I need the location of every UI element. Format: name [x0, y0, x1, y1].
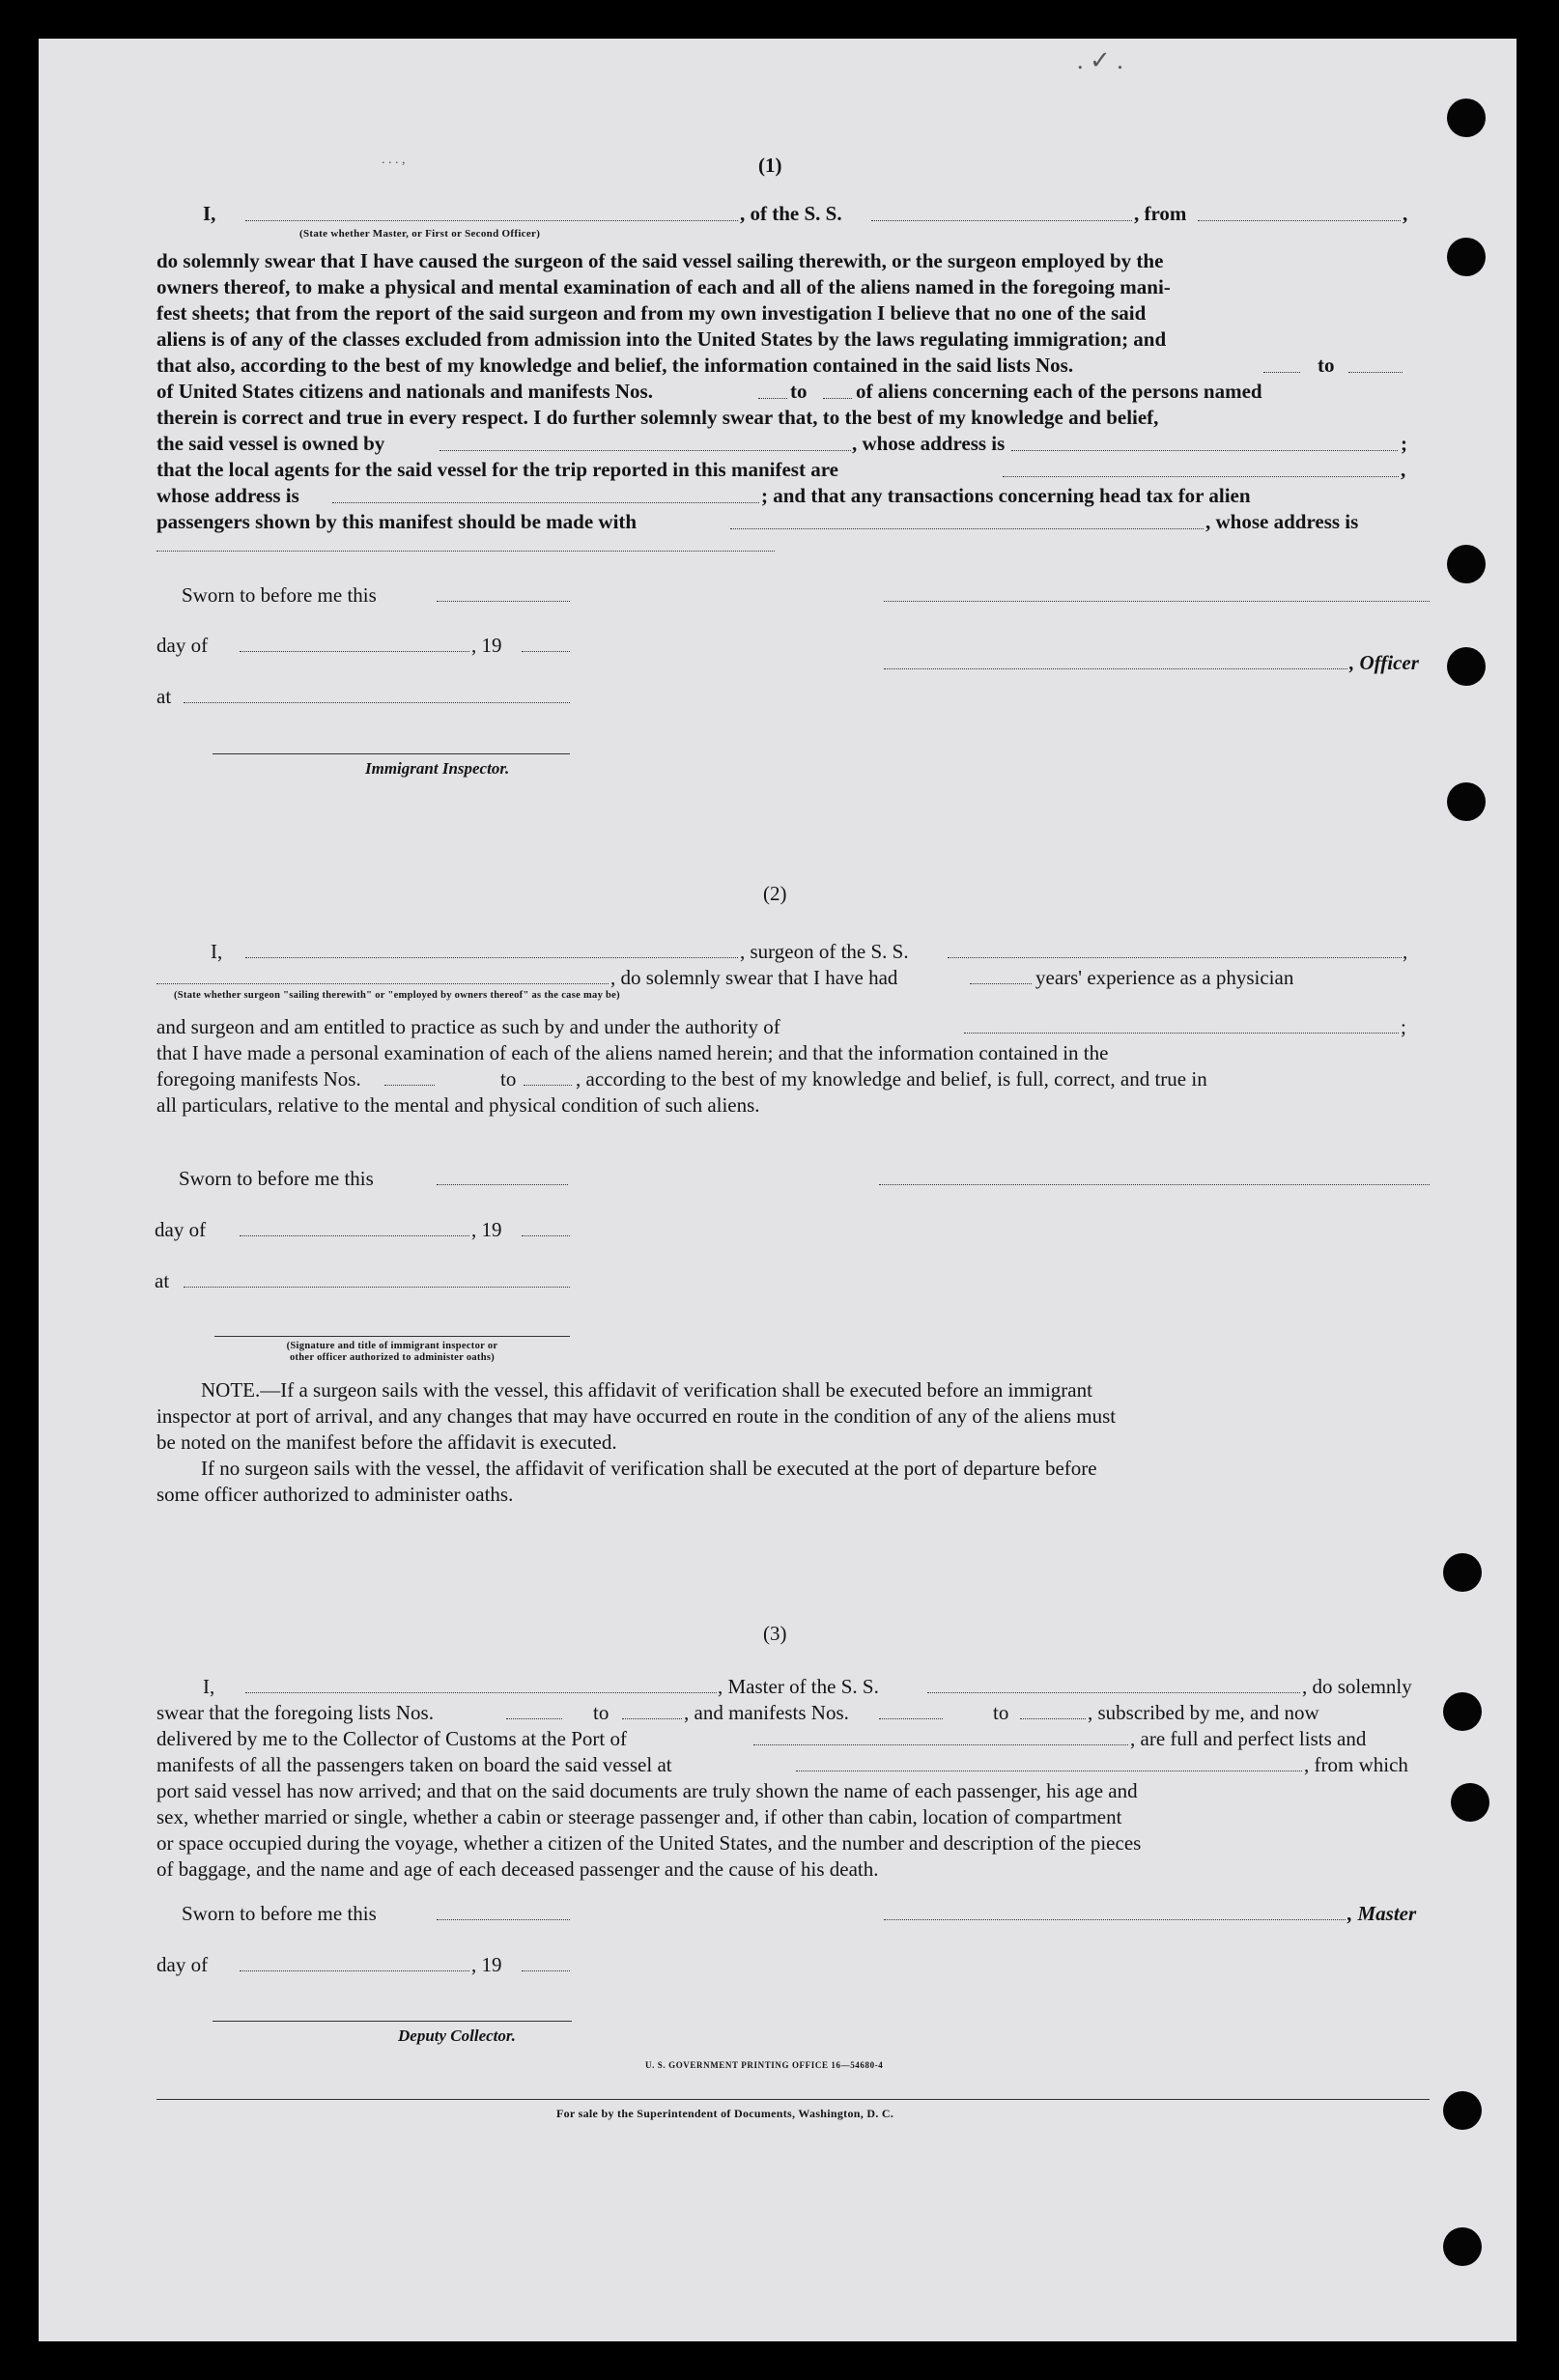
punch-hole [1447, 238, 1486, 276]
s2-note-line-3: be noted on the manifest before the affidavit is executed. [156, 1431, 617, 1454]
s2-sworn-day-field[interactable] [437, 1184, 568, 1185]
s2-manifests-rest: , according to the best of my knowledge and belief, is full, correct, and true in [576, 1067, 1207, 1091]
s3-manifests-line: manifests of all the passengers taken on board the said vessel at [156, 1753, 672, 1776]
s3-master-label: , Master of the S. S. [718, 1675, 879, 1698]
printing-office-line: U. S. GOVERNMENT PRINTING OFFICE 16—54680-4 [645, 2060, 884, 2070]
s2-manifests-to-field[interactable] [524, 1085, 572, 1086]
s2-at-field[interactable] [184, 1287, 570, 1288]
s3-lists-to-field[interactable] [622, 1718, 682, 1719]
s1-at-label: at [156, 685, 172, 708]
s2-day-of-label: day of [155, 1218, 207, 1241]
s2-authority-end: ; [1401, 1015, 1406, 1038]
s3-year-field[interactable] [522, 1970, 570, 1971]
s1-body-line-1: do solemnly swear that I have caused the surgeon of the said vessel sailing therewith, or the surgeon employed by the [156, 249, 1164, 272]
s3-sworn-day-field[interactable] [437, 1919, 570, 1920]
punch-hole [1443, 1553, 1482, 1592]
s2-sworn-label: Sworn to before me this [179, 1167, 374, 1190]
punch-hole [1447, 545, 1486, 583]
s2-line1-end: , [1403, 940, 1408, 963]
s2-years-field[interactable] [970, 983, 1032, 984]
s1-manifests-from-field[interactable] [758, 398, 787, 399]
s1-body-line-4: aliens is of any of the classes excluded from admission into the United States by the laws regulating immigration; and [156, 327, 1167, 351]
s1-at-field[interactable] [184, 702, 570, 703]
s3-manifests-to-field[interactable] [1020, 1718, 1086, 1719]
punch-hole [1447, 647, 1486, 686]
s1-lists-to: to [1318, 354, 1335, 377]
s3-body-line-4: of baggage, and the name and age of each deceased passenger and the cause of his death. [156, 1857, 879, 1881]
s1-passengers-field[interactable] [730, 528, 1204, 529]
s2-signature-caption [214, 1341, 570, 1364]
s1-passengers-line: passengers shown by this manifest should be made with [156, 510, 638, 533]
s2-at-label: at [155, 1269, 170, 1292]
s1-owned-address: , whose address is [852, 432, 1006, 455]
s1-citizens-line: of United States citizens and nationals and manifests Nos. [156, 380, 653, 403]
s3-body-line-2: sex, whether married or single, whether a cabin or steerage passenger and, if other than cabin, location of compartment [156, 1805, 1122, 1828]
s3-manifests-to: to [993, 1701, 1009, 1724]
footer-rule [156, 2099, 1430, 2100]
header-dots: . . . , [382, 153, 406, 167]
s1-agents-address-field[interactable] [332, 502, 759, 503]
s1-officer-label: , Officer [1349, 651, 1419, 674]
s2-note-line-2: inspector at port of arrival, and any changes that may have occurred en route in the condition of any of the aliens must [156, 1404, 1117, 1428]
s1-body-line-2: owners thereof, to make a physical and mental examination of each and all of the aliens named in the foregoing mani- [156, 275, 1171, 298]
s2-note-line-1: NOTE.—If a surgeon sails with the vessel, this affidavit of verification shall be executed before an immigrant [201, 1378, 1092, 1402]
check-mark: . ✓ . [1077, 46, 1123, 74]
s1-sworn-day-field[interactable] [437, 601, 570, 602]
s1-i-label: I, [203, 202, 216, 225]
s2-manifests-line: foregoing manifests Nos. [156, 1067, 361, 1091]
s3-month-field[interactable] [240, 1970, 469, 1971]
s2-years-label: years' experience as a physician [1035, 966, 1294, 989]
s3-lists-line: swear that the foregoing lists Nos. [156, 1701, 434, 1724]
s3-year-label: , 19 [471, 1953, 502, 1976]
s1-line1-end: , [1403, 202, 1408, 225]
s3-i-label: I, [203, 1675, 215, 1698]
s3-manifests-label: , and manifests Nos. [684, 1701, 849, 1724]
s1-agents-line: that the local agents for the said vessel for the trip reported in this manifest are [156, 458, 838, 481]
s3-master-name-field[interactable] [245, 1692, 717, 1693]
footer-sale: For sale by the Superintendent of Documents, Washington, D. C. [556, 2107, 894, 2120]
s2-month-field[interactable] [240, 1235, 469, 1236]
s2-surgeon-label: , surgeon of the S. S. [740, 940, 909, 963]
s1-officer-field[interactable] [245, 220, 738, 221]
s1-agents-end: , [1401, 458, 1406, 481]
s1-manifests-to-field[interactable] [823, 398, 852, 399]
s1-passengers-end: , whose address is [1205, 510, 1359, 533]
s1-from-label: , from [1134, 202, 1187, 225]
s2-authority-line: and surgeon and am entitled to practice as such by and under the authority of [156, 1015, 780, 1038]
s2-manifests-to: to [500, 1067, 517, 1091]
s1-owner-field[interactable] [439, 450, 851, 451]
s1-vessel-field[interactable] [871, 220, 1132, 221]
s3-port-end: , are full and perfect lists and [1130, 1727, 1367, 1750]
s1-caption: (State whether Master, or First or Second Officer) [299, 228, 541, 240]
s2-note-line-4: If no surgeon sails with the vessel, the affidavit of verification shall be executed at the port of departure before [201, 1457, 1097, 1480]
punch-hole [1443, 2227, 1482, 2266]
s1-sworn-label: Sworn to before me this [182, 583, 377, 607]
s3-line4-end: , from which [1304, 1753, 1408, 1776]
s3-body-line-3: or space occupied during the voyage, whether a citizen of the United States, and the number and description of the pieces [156, 1831, 1142, 1855]
s1-body-line-3: fest sheets; that from the report of the said surgeon and from my own investigation I believe that no one of the said [156, 301, 1147, 325]
s3-master-sig-label: , Master [1347, 1902, 1417, 1925]
s3-sworn-label: Sworn to before me this [182, 1902, 377, 1925]
s1-lists-from-field[interactable] [1263, 372, 1300, 373]
s2-i-label: I, [211, 940, 223, 963]
s2-year-label: , 19 [471, 1218, 502, 1241]
s3-port-line: delivered by me to the Collector of Customs at the Port of [156, 1727, 627, 1750]
section-3-number: (3) [763, 1622, 787, 1645]
s1-citizens-rest: of aliens concerning each of the persons named [856, 380, 1262, 403]
s1-owner-address-field[interactable] [1011, 450, 1398, 451]
s2-surgeon-name-field[interactable] [245, 957, 738, 958]
s2-swear-label: , do solemnly swear that I have had [610, 966, 898, 989]
s1-year-field[interactable] [522, 651, 570, 652]
s1-correct-line: therein is correct and true in every respect. I do further solemnly swear that, to the best of my knowledge and belief, [156, 406, 1159, 429]
s1-manifests-to: to [790, 380, 808, 403]
section-2-number: (2) [763, 882, 787, 905]
s1-agents-address: whose address is [156, 484, 299, 507]
s3-day-of-label: day of [156, 1953, 209, 1976]
s1-passengers-address-field[interactable] [156, 551, 775, 552]
s1-year-label: , 19 [471, 634, 502, 657]
s2-authority-field[interactable] [964, 1033, 1399, 1034]
s2-signature-caption-line-2: other officer authorized to administer oaths) [289, 1352, 496, 1363]
punch-hole [1447, 782, 1486, 821]
s2-signature-caption-line-1: (Signature and title of immigrant inspector or [286, 1341, 498, 1351]
s1-agents-field[interactable] [1003, 476, 1399, 477]
s3-deputy-label: Deputy Collector. [398, 2026, 516, 2045]
punch-hole [1443, 1692, 1482, 1731]
s3-master-signature-field[interactable] [884, 1919, 1346, 1920]
s1-officer-signature-field[interactable] [884, 668, 1347, 669]
punch-hole [1447, 99, 1486, 137]
s2-note-line-5: some officer authorized to administer oaths. [156, 1483, 514, 1506]
s1-inspector-label: Immigrant Inspector. [365, 759, 510, 778]
s2-vessel-field[interactable] [948, 957, 1402, 958]
s1-lists-to-field[interactable] [1348, 372, 1403, 373]
s2-manifests-from-field[interactable] [384, 1085, 435, 1086]
s2-signature-field[interactable] [879, 1184, 1430, 1185]
s2-particulars-line: all particulars, relative to the mental and physical condition of such aliens. [156, 1093, 760, 1117]
s2-surgeon-type-field[interactable] [156, 983, 609, 984]
punch-hole [1443, 2091, 1482, 2130]
s1-agents-address-rest: ; and that any transactions concerning head tax for alien [761, 484, 1251, 507]
s1-lists-line: that also, according to the best of my knowledge and belief, the information contained in the said lists Nos. [156, 354, 1074, 377]
s1-owned-end: ; [1401, 432, 1407, 455]
s3-port-field[interactable] [753, 1744, 1128, 1745]
s1-from-field[interactable] [1198, 220, 1401, 221]
s3-lists-to: to [593, 1701, 609, 1724]
s1-month-field[interactable] [240, 651, 469, 652]
s3-collector-line[interactable] [213, 2021, 572, 2022]
s3-manifests-from-field[interactable] [879, 1718, 943, 1719]
s3-body-line-1: port said vessel has now arrived; and that on the said documents are truly shown the name of each passenger, his age and [156, 1779, 1138, 1802]
s1-day-of-label: day of [156, 634, 209, 657]
s3-lists-from-field[interactable] [506, 1718, 562, 1719]
s3-line1-end: , do solemnly [1302, 1675, 1412, 1698]
section-1-number: (1) [758, 154, 782, 177]
s2-inspector-line[interactable] [214, 1336, 570, 1337]
s1-inspector-line[interactable] [213, 753, 570, 754]
s1-owned-line: the said vessel is owned by [156, 432, 385, 455]
s2-exam-line: that I have made a personal examination of each of the aliens named herein; and that the information contained in the [156, 1041, 1109, 1064]
s1-of-ss-label: , of the S. S. [740, 202, 842, 225]
s3-line2-end: , subscribed by me, and now [1088, 1701, 1319, 1724]
manifest-page [39, 39, 1516, 2341]
s2-caption: (State whether surgeon "sailing therewith" or "employed by owners thereof" as the case may be) [174, 990, 620, 1001]
s2-year-field[interactable] [522, 1235, 570, 1236]
s1-signature-field[interactable] [884, 601, 1430, 602]
punch-hole [1451, 1783, 1489, 1822]
s3-vessel-field[interactable] [927, 1692, 1300, 1693]
